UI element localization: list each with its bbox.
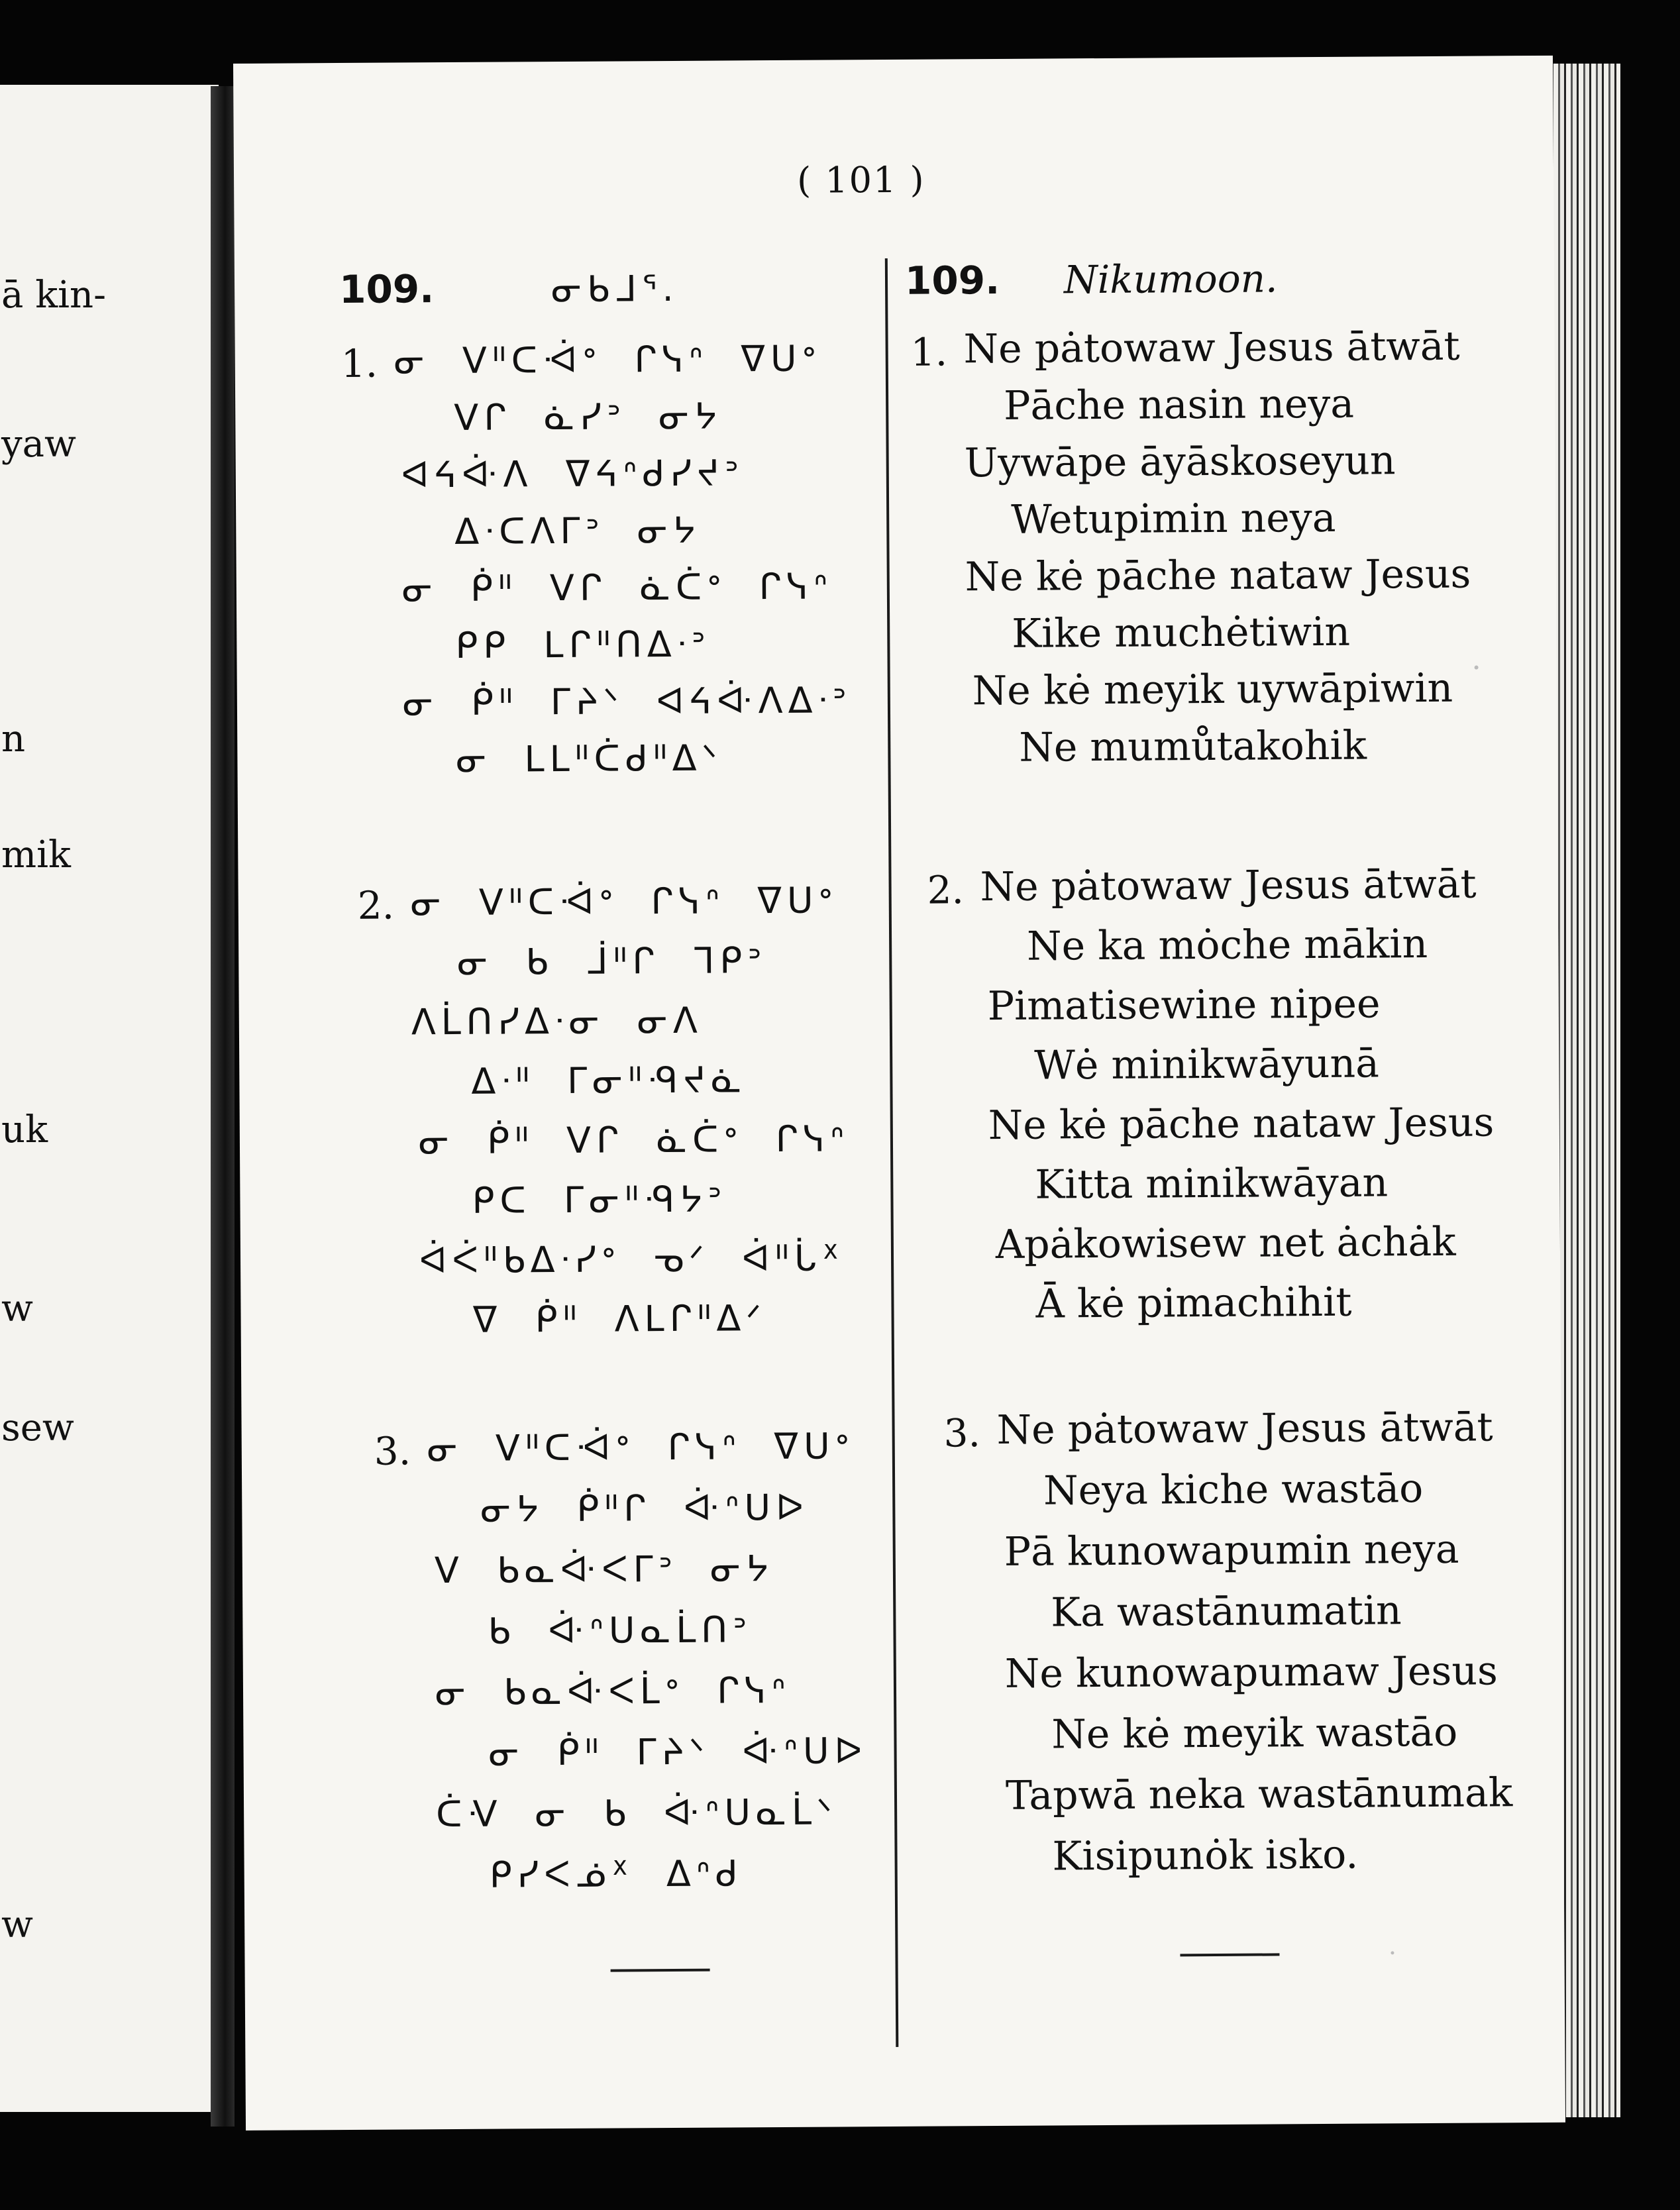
verse-line: Ā kė pimachihit (1035, 1279, 1352, 1328)
left-page-fragment: w (1, 1287, 33, 1330)
verse-line: Pimatisewine nipee (987, 980, 1381, 1030)
verse-line: ᐃᐧᐦ ᒥᓂᐦᑴᔪᓈ (471, 1059, 747, 1102)
verse-line: ᑭᑕ ᒥᓂᐦᑴᔭᐣ (472, 1178, 727, 1222)
hymn-number-roman: 109. (904, 257, 1000, 303)
verse-line: ᓂ ᐯᐦᑕᐙᐤ ᒋᓭᐢ ᐁᑌᐤ (410, 879, 838, 924)
verse-line: ᓂ ᑲ ᒨᐦᒋ ᒣᑭᐣ (457, 939, 767, 983)
verse-line: ᓂ ᑮᐦ ᐯᒋ ᓈᑖᐤ ᒋᓭᐢ (401, 565, 833, 610)
verse-line: Ne kė meyik wastāo (1051, 1709, 1458, 1758)
verse-line: Kike muchėtiwin (1012, 608, 1351, 657)
paper-speck (1391, 1951, 1394, 1954)
verse-line: ᐊᔦᐚᐱ ᐁᔦᐢᑯᓯᔪᐣ (401, 452, 745, 496)
verse-line: Ne pȧtowaw Jesus ātwāt (996, 1404, 1493, 1453)
verse-line: ᓂ ᑮᐦ ᒥᔨᐠ ᐚᐢᑌᐅ (488, 1730, 868, 1774)
verse-line: ᑲ ᐚᐢᑌᓇᒫᑎᐣ (488, 1608, 753, 1652)
verse-number: 3. (943, 1410, 981, 1456)
verse-number: 1. (910, 329, 948, 375)
previous-page (0, 85, 219, 2112)
verse-line: Apȧkowisew net ȧchȧk (995, 1218, 1456, 1269)
hymn-title-roman: Nikumoon. (1063, 256, 1278, 303)
left-page-fragment: uk (1, 1108, 48, 1151)
hymn-title-syllabic: ᓂᑲᒧᕐ. (551, 267, 679, 311)
verse-line: Ne pȧtowaw Jesus ātwāt (963, 323, 1460, 373)
book-gutter-shadow (211, 86, 235, 2127)
verse-line: Kisipunȯk isko. (1052, 1831, 1359, 1880)
left-page-fragment: yaw (1, 423, 76, 466)
verse-number: 1. (341, 341, 378, 387)
verse-line: ᐋᐹᐦᑲᐃᐧᓯᐤ ᓀᐟ ᐋᐦᒑᕽ (419, 1237, 845, 1282)
verse-line: ᐱᒫᑎᓯᐃᐧᓂ ᓂᐱ (411, 999, 703, 1043)
verse-line: Pāche nasin neya (1003, 380, 1355, 429)
verse-line: Uywāpe āyāskoseyun (964, 437, 1396, 487)
left-page-fragment: ā kin- (1, 274, 107, 317)
verse-line: ᓂ ᑲᓇᐚᐸᒫᐤ ᒋᓭᐢ (435, 1669, 791, 1714)
verse-line: ᐯ ᑲᓇᐚᐸᒥᐣ ᓂᔭ (434, 1548, 774, 1592)
verse-line: ᓂ ᐯᐦᑕᐙᐤ ᒋᓭᐢ ᐁᑌᐤ (394, 337, 821, 382)
end-rule-roman (1180, 1953, 1279, 1956)
verse-line: Ne pȧtowaw Jesus ātwāt (980, 861, 1477, 911)
left-page-fragment: w (1, 1903, 33, 1946)
verse-line: Ne kė pāche nataw Jesus (965, 551, 1471, 601)
verse-line: ᑭᑭ ᒪᒋᐦᑎᐃᐧᐣ (455, 623, 711, 666)
verse-number: 2. (357, 882, 395, 928)
verse-line: ᓂ ᑮᐦ ᒥᔨᐠ ᐊᔦᐚᐱᐃᐧᐣ (402, 679, 852, 724)
page-number: ( 101 ) (796, 158, 925, 201)
verse-line: ᓂᔭ ᑮᐦᒋ ᐚᐢᑌᐅ (480, 1486, 809, 1530)
verse-line: ᑭᓯᐸᓅᕽ ᐃᐢᑯ (489, 1852, 743, 1896)
paper-speck (1475, 666, 1479, 670)
verse-number: 2. (927, 867, 965, 913)
verse-line: Pā kunowapumin neya (1004, 1526, 1459, 1575)
verse-line: ᐯᒋ ᓈᓯᐣ ᓂᔭ (454, 395, 723, 439)
verse-line: Ka wastānumatin (1051, 1587, 1402, 1636)
end-rule-syllabic (611, 1969, 710, 1972)
verse-line: Wė minikwāyunā (1034, 1040, 1380, 1089)
left-page-fragment: mik (1, 833, 71, 876)
hymn-number-syllabic: 109. (339, 266, 435, 313)
verse-line: Wetupimin neya (1011, 494, 1336, 543)
verse-line: Ne kė pāche nataw Jesus (988, 1099, 1495, 1149)
verse-line: ᓂ ᒪᒪᐦᑖᑯᐦᐃᐠ (456, 737, 723, 780)
verse-line: Kitta minikwāyan (1035, 1159, 1389, 1208)
verse-line: ᐃᐧᑕᐱᒥᐣ ᓂᔭ (454, 509, 701, 552)
column-divider (885, 258, 898, 2047)
verse-line: Ne kė meyik uywāpiwin (972, 664, 1453, 715)
book-page (233, 56, 1565, 2131)
verse-line: ᑖᐺ ᓂ ᑲ ᐚᐢᑌᓇᒫᐠ (435, 1791, 838, 1836)
verse-number: 3. (374, 1428, 411, 1474)
verse-line: Ne kunowapumaw Jesus (1004, 1648, 1498, 1697)
verse-line: Neya kiche wastāo (1043, 1465, 1424, 1514)
verse-line: Tapwā neka wastānumak (1005, 1769, 1513, 1819)
left-page-fragment: sew (1, 1406, 74, 1449)
verse-line: ᐁ ᑮᐦ ᐱᒪᒋᐦᐃᐟ (472, 1297, 767, 1341)
verse-line: ᓂ ᑮᐦ ᐯᒋ ᓈᑖᐤ ᒋᓭᐢ (418, 1118, 850, 1163)
verse-line: Ne ka mȯche mākin (1026, 921, 1428, 970)
verse-line: ᓂ ᐯᐦᑕᐙᐤ ᒋᓭᐢ ᐁᑌᐤ (427, 1425, 855, 1470)
left-page-fragment: n (1, 717, 26, 761)
verse-line: Ne mumůtakohik (1019, 722, 1367, 771)
